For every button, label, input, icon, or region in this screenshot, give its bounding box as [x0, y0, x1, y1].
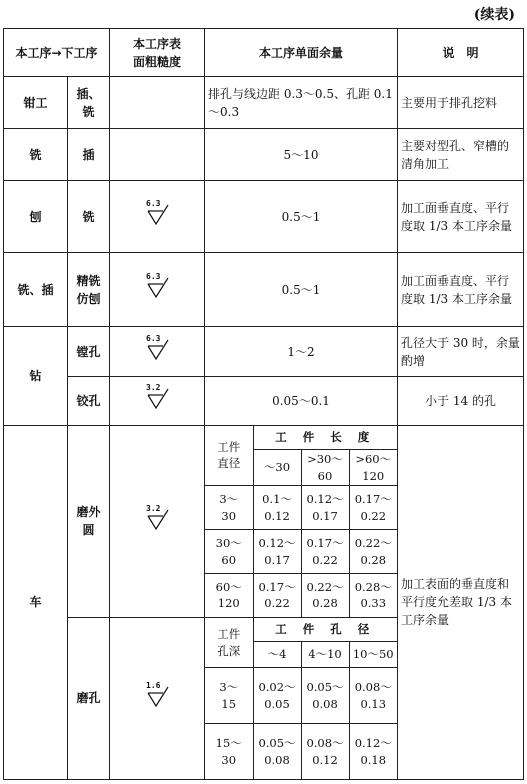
roughness-symbol-icon [144, 274, 170, 300]
sub-value-text: 0.22～ [354, 535, 392, 550]
sub-value-text: 0.28 [360, 552, 387, 567]
roughness-cell [110, 425, 205, 617]
sub-col-text: ～30 [263, 460, 291, 475]
table-row [4, 181, 524, 253]
next-op-line2: 仿刨 [76, 291, 101, 306]
continued-label: (续表) [473, 7, 515, 23]
sub-value-text: 0.08 [264, 752, 290, 767]
next-op-line1: 磨外 [76, 505, 101, 520]
sub-value-cell [349, 724, 397, 779]
sub-value-cell [301, 486, 349, 530]
sub-value-text: 0.22 [360, 508, 387, 523]
sub-row-header [205, 724, 253, 779]
sub-value-cell [349, 530, 397, 574]
sub-col-text: >30～ [307, 452, 343, 466]
sub-value-text: 0.12 [312, 752, 338, 767]
sub-corner-line1: 工件 [217, 439, 241, 454]
note-cell: 加工面垂直度、平行度取 1/3 本工序余量 [398, 253, 524, 327]
sub-row [205, 724, 397, 779]
sub-value-text: 0.12～ [306, 492, 344, 507]
sub-value-text: 0.17 [264, 552, 290, 567]
roughness-value: 3.2 [146, 383, 161, 393]
sub-row-text: 30～ [215, 535, 242, 550]
sub-value-cell [301, 530, 349, 574]
sub-table-cell [205, 617, 398, 779]
sub-row-text: 15～ [215, 735, 242, 750]
sub-value-cell [349, 486, 397, 530]
next-op-cell: 插、铣 [68, 77, 110, 129]
sub-value-cell [301, 574, 349, 617]
sub-row-text: 30 [221, 752, 237, 767]
sub-row-header [205, 530, 253, 574]
table-row [4, 77, 524, 129]
roughness-cell [110, 253, 205, 327]
sub-value-text: 0.05～ [258, 735, 296, 750]
roughness-value: 6.3 [146, 272, 161, 282]
sub-table-cell [205, 425, 398, 617]
roughness-value: 1.6 [146, 680, 161, 690]
header-op: 本工序→下工序 [4, 29, 110, 77]
roughness-value: 6.3 [146, 334, 161, 344]
next-op-cell: 铰孔 [68, 377, 110, 425]
op-cell: 铣、插 [4, 253, 68, 327]
sub-row-header [205, 668, 253, 724]
sub-value-cell [253, 724, 301, 779]
sub-group-header: 工 件 长 度 [253, 426, 397, 450]
roughness-cell [110, 617, 205, 779]
allowance-cell: 5～10 [205, 129, 398, 181]
next-op-cell [68, 253, 110, 327]
sub-value-text: 0.1～ [262, 492, 292, 507]
op-cell: 铣 [4, 129, 68, 181]
sub-row [205, 486, 397, 530]
sub-row-text: 3～ [219, 680, 239, 695]
next-op-cell: 磨孔 [68, 617, 110, 779]
allowance-cell: 0.5～1 [205, 181, 398, 253]
op-cell: 车 [4, 425, 68, 780]
sub-row-text: 15 [221, 696, 237, 711]
header-note: 说 明 [398, 29, 524, 77]
sub-value-text: 0.12 [264, 508, 290, 523]
sub-value-text: 0.12～ [258, 535, 296, 550]
sub-value-text: 0.17 [312, 508, 338, 523]
sub-col-text: 60 [317, 468, 333, 483]
header-row [4, 29, 524, 77]
sub-col-header: 10～50 [349, 642, 397, 668]
sub-row-text: 120 [217, 596, 240, 611]
roughness-value: 3.2 [146, 503, 161, 513]
sub-corner-line2: 孔深 [217, 643, 241, 658]
sub-value-text: 0.22 [312, 552, 338, 567]
sub-value-text: 0.18 [360, 752, 387, 767]
sub-row [205, 574, 397, 617]
sub-col-header [253, 450, 301, 486]
sub-value-cell [253, 574, 301, 617]
sub-col-text: 120 [362, 468, 385, 483]
sub-row-header [205, 486, 253, 530]
table-row [4, 129, 524, 181]
roughness-symbol-icon [144, 385, 170, 411]
sub-value-text: 0.05～ [306, 680, 344, 695]
allowance-cell: 0.05～0.1 [205, 377, 398, 425]
sub-value-text: 0.28～ [354, 579, 392, 594]
next-op-line1: 精铣 [76, 273, 101, 288]
allowance-table [3, 28, 524, 780]
allowance-cell: 排孔与线边距 0.3～0.5、孔距 0.1～0.3 [205, 77, 398, 129]
header-roughness-line1: 本工序表 [132, 36, 181, 51]
next-op-cell: 铣 [68, 181, 110, 253]
note-cell: 主要对型孔、窄槽的清角加工 [398, 129, 524, 181]
grind-outer-subtable [205, 426, 397, 617]
sub-corner-cell [205, 618, 253, 668]
next-op-cell: 镗孔 [68, 327, 110, 377]
sub-row-text: 3～ [219, 492, 239, 507]
sub-value-text: 0.22～ [306, 579, 344, 594]
sub-value-cell [253, 668, 301, 724]
sub-row [205, 668, 397, 724]
sub-corner-line2: 直径 [217, 456, 241, 471]
sub-corner-line1: 工件 [217, 626, 241, 641]
sub-group-header: 工 件 孔 径 [253, 618, 397, 642]
roughness-cell [110, 377, 205, 425]
sub-value-text: 0.17～ [258, 579, 296, 594]
sub-value-text: 0.22 [264, 596, 290, 611]
header-allowance: 本工序单面余量 [205, 29, 398, 77]
header-roughness [110, 29, 205, 77]
sub-value-text: 0.08 [312, 696, 338, 711]
sub-col-header [349, 450, 397, 486]
sub-corner-cell [205, 426, 253, 486]
sub-row-text: 60～ [215, 579, 242, 594]
sub-value-text: 0.08～ [306, 735, 344, 750]
sub-value-text: 0.13 [360, 696, 387, 711]
sub-row-text: 60 [221, 552, 237, 567]
roughness-symbol-icon [144, 680, 170, 709]
sub-col-text: >60～ [355, 452, 392, 466]
sub-value-text: 0.08～ [354, 680, 392, 695]
table-row [4, 253, 524, 327]
grind-hole-subtable [205, 618, 397, 779]
next-op-cell: 插 [68, 129, 110, 181]
roughness-cell [110, 77, 205, 129]
roughness-symbol-icon [144, 336, 170, 362]
table-row [4, 327, 524, 377]
roughness-cell [110, 129, 205, 181]
sub-value-text: 0.12～ [354, 735, 392, 750]
table-row [4, 425, 524, 617]
next-op-cell [68, 425, 110, 617]
allowance-cell: 0.5～1 [205, 253, 398, 327]
roughness-cell [110, 327, 205, 377]
sub-value-text: 0.02～ [258, 680, 296, 695]
sub-row [205, 530, 397, 574]
sub-value-text: 0.33 [360, 596, 387, 611]
sub-value-text: 0.05 [264, 696, 290, 711]
sub-col-header: 4～10 [301, 642, 349, 668]
sub-value-text: 0.17～ [306, 535, 344, 550]
sub-value-text: 0.17～ [354, 492, 392, 507]
note-cell: 主要用于排孔挖料 [398, 77, 524, 129]
roughness-cell [110, 181, 205, 253]
note-cell: 加工表面的垂直度和平行度允差取 1/3 本工序余量 [398, 425, 524, 780]
next-op-line2: 圆 [82, 523, 95, 538]
roughness-value: 6.3 [146, 199, 161, 209]
note-cell: 加工面垂直度、平行度取 1/3 本工序余量 [398, 181, 524, 253]
sub-value-text: 0.28 [312, 596, 338, 611]
sub-col-header [301, 450, 349, 486]
roughness-symbol-icon [144, 503, 170, 532]
sub-value-cell [301, 724, 349, 779]
sub-row-header [205, 574, 253, 617]
op-cell: 刨 [4, 181, 68, 253]
note-cell: 孔径大于 30 时，余量酌增 [398, 327, 524, 377]
sub-value-cell [301, 668, 349, 724]
note-cell: 小于 14 的孔 [398, 377, 524, 425]
sub-row-text: 30 [221, 508, 237, 523]
sub-value-cell [349, 574, 397, 617]
sub-value-cell [349, 668, 397, 724]
op-cell: 钳工 [4, 77, 68, 129]
op-cell: 钻 [4, 327, 68, 425]
header-roughness-line2: 面粗糙度 [132, 54, 181, 69]
sub-value-cell [253, 530, 301, 574]
sub-value-cell [253, 486, 301, 530]
sub-col-header: ～4 [253, 642, 301, 668]
table-row [4, 377, 524, 425]
allowance-cell: 1～2 [205, 327, 398, 377]
roughness-symbol-icon [144, 201, 170, 227]
